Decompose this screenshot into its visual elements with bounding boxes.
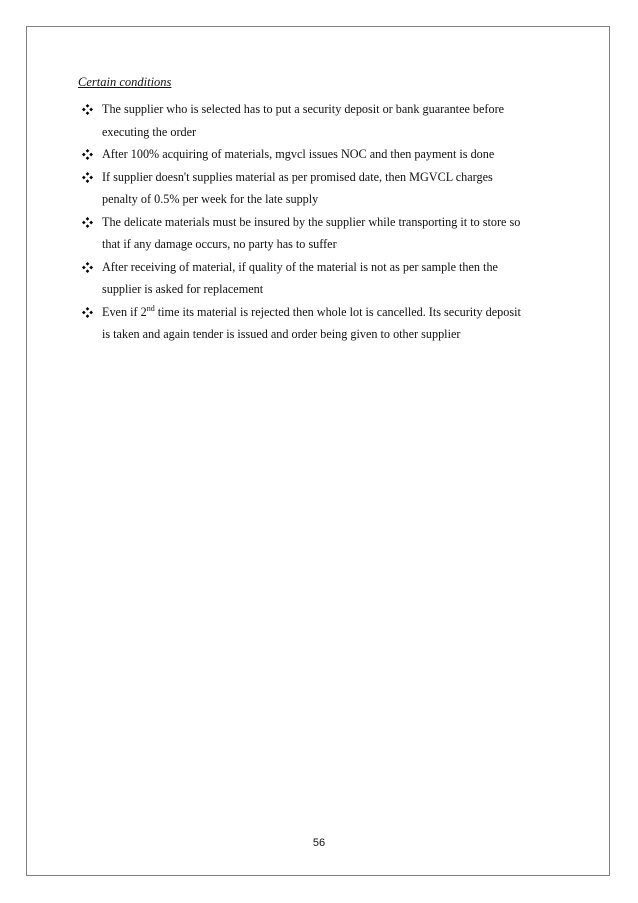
list-item-line: is taken and again tender is issued and order being given to other supplier bbox=[102, 327, 461, 341]
list-item-line: supplier is asked for replacement bbox=[102, 282, 264, 296]
list-item bbox=[82, 211, 562, 256]
diamond-bullet-icon bbox=[82, 307, 93, 318]
list-item-line: penalty of 0.5% per week for the late supply bbox=[102, 192, 319, 206]
list-item-line: executing the order bbox=[102, 124, 197, 139]
list-item bbox=[82, 301, 562, 346]
list-item-line: The delicate materials must be insured by the supplier while transporting it to store so bbox=[102, 214, 521, 229]
list-item-line bbox=[102, 301, 562, 324]
page-number: 56 bbox=[312, 837, 326, 849]
list-item bbox=[82, 166, 562, 211]
list-item-line: The supplier who is selected has to put a security deposit or bank guarantee before bbox=[102, 102, 505, 116]
list-item bbox=[82, 143, 562, 166]
list-item bbox=[82, 98, 562, 143]
diamond-bullet-icon bbox=[82, 217, 93, 228]
conditions-list bbox=[82, 98, 562, 346]
section-heading: Certain conditions bbox=[78, 75, 172, 89]
list-item-line: that if any damage occurs, no party has to suffer bbox=[102, 237, 337, 251]
ordinal-superscript: nd bbox=[146, 303, 155, 313]
list-item-line: After receiving of material, if quality of the material is not as per sample then the bbox=[102, 259, 498, 274]
diamond-bullet-icon bbox=[82, 149, 93, 160]
diamond-bullet-icon bbox=[82, 262, 93, 273]
list-item bbox=[82, 256, 562, 301]
text-run: time its material is rejected then whole lot is cancelled. Its security deposit bbox=[154, 304, 521, 319]
list-item-line: After 100% acquiring of materials, mgvcl issues NOC and then payment is done bbox=[102, 147, 495, 161]
text-run: Even if 2 bbox=[102, 304, 147, 319]
diamond-bullet-icon bbox=[82, 104, 93, 115]
diamond-bullet-icon bbox=[82, 172, 93, 183]
list-item-line: If supplier doesn't supplies material as per promised date, then MGVCL charges bbox=[102, 169, 493, 184]
